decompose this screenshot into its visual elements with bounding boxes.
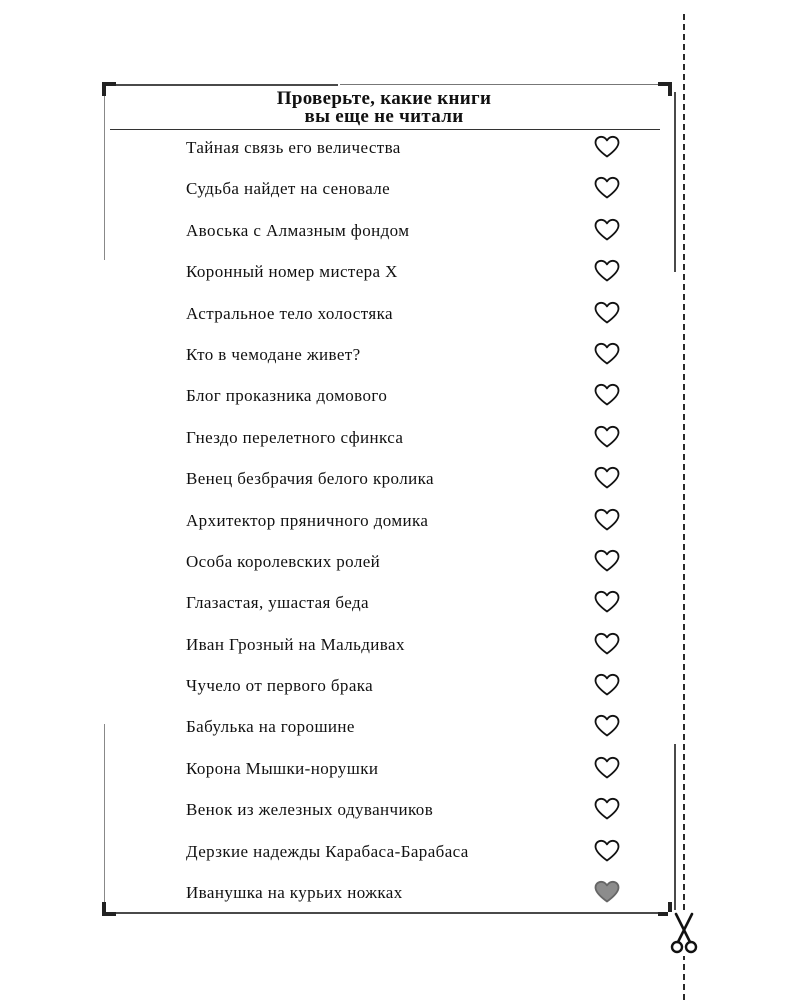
book-title: Гнездо перелетного сфинкса <box>186 427 404 447</box>
book-checklist-card <box>104 84 672 914</box>
heart-icon[interactable] <box>594 590 620 614</box>
page-title <box>104 90 664 126</box>
card-border-top <box>340 84 660 85</box>
heart-icon[interactable] <box>594 673 620 697</box>
page-title-line-1: Проверьте, какие книги <box>276 88 492 109</box>
list-item <box>104 466 664 507</box>
heart-icon[interactable] <box>594 839 620 863</box>
list-item <box>104 425 664 466</box>
book-title: Коронный номер мистера Х <box>186 262 398 282</box>
list-item <box>104 301 664 342</box>
list-item <box>104 342 664 383</box>
list-item <box>104 176 664 217</box>
heart-icon[interactable] <box>594 259 620 283</box>
card-border-right <box>674 92 676 272</box>
heart-icon[interactable] <box>594 508 620 532</box>
book-title: Особа королевских ролей <box>186 551 381 571</box>
heart-icon[interactable] <box>594 756 620 780</box>
list-item <box>104 590 664 631</box>
list-item <box>104 673 664 714</box>
list-item <box>104 549 664 590</box>
book-title: Тайная связь его величества <box>186 138 401 157</box>
list-item <box>104 383 664 424</box>
heart-icon[interactable] <box>594 218 620 242</box>
heart-icon[interactable] <box>594 425 620 449</box>
book-title: Архитектор пряничного домика <box>186 510 429 530</box>
list-item <box>104 218 664 259</box>
heart-icon[interactable] <box>594 880 620 904</box>
heart-icon[interactable] <box>594 301 620 325</box>
book-title: Глазастая, ушастая беда <box>186 593 369 613</box>
book-title: Бабулька на горошине <box>186 717 355 737</box>
book-title: Дерзкие надежды Карабаса-Барабаса <box>186 841 469 861</box>
scissors-icon <box>668 912 700 956</box>
list-item <box>104 839 664 880</box>
list-item <box>104 880 664 921</box>
book-title: Авоська с Алмазным фондом <box>186 220 410 240</box>
heart-icon[interactable] <box>594 176 620 200</box>
card-border-top <box>110 84 338 86</box>
list-item <box>104 756 664 797</box>
heart-icon[interactable] <box>594 466 620 490</box>
book-title: Чучело от первого брака <box>186 676 374 696</box>
heart-icon[interactable] <box>594 632 620 656</box>
list-item <box>104 259 664 300</box>
card-border-right <box>674 744 676 910</box>
title-divider <box>110 129 660 130</box>
book-title: Блог проказника домового <box>186 386 388 406</box>
book-title: Венец безбрачия белого кролика <box>186 469 434 489</box>
list-item <box>104 632 664 673</box>
page-title-line-2: вы еще не читали <box>304 106 464 127</box>
heart-icon[interactable] <box>594 383 620 407</box>
heart-icon[interactable] <box>594 549 620 573</box>
heart-icon[interactable] <box>594 342 620 366</box>
book-title: Судьба найдет на сеновале <box>186 179 391 199</box>
cut-line <box>683 14 685 1000</box>
book-title: Кто в чемодане живет? <box>186 344 361 364</box>
list-item <box>104 797 664 838</box>
book-title: Иванушка на курьих ножках <box>186 883 403 903</box>
book-title: Астральное тело холостяка <box>186 303 393 323</box>
book-title: Иван Грозный на Мальдивах <box>186 634 405 654</box>
book-title: Венок из железных одуванчиков <box>186 800 434 820</box>
heart-icon[interactable] <box>594 135 620 159</box>
book-list <box>104 135 664 921</box>
book-title: Корона Мышки-норушки <box>186 758 379 778</box>
list-item <box>104 714 664 755</box>
heart-icon[interactable] <box>594 714 620 738</box>
list-item <box>104 508 664 549</box>
heart-icon[interactable] <box>594 797 620 821</box>
list-item <box>104 135 664 176</box>
